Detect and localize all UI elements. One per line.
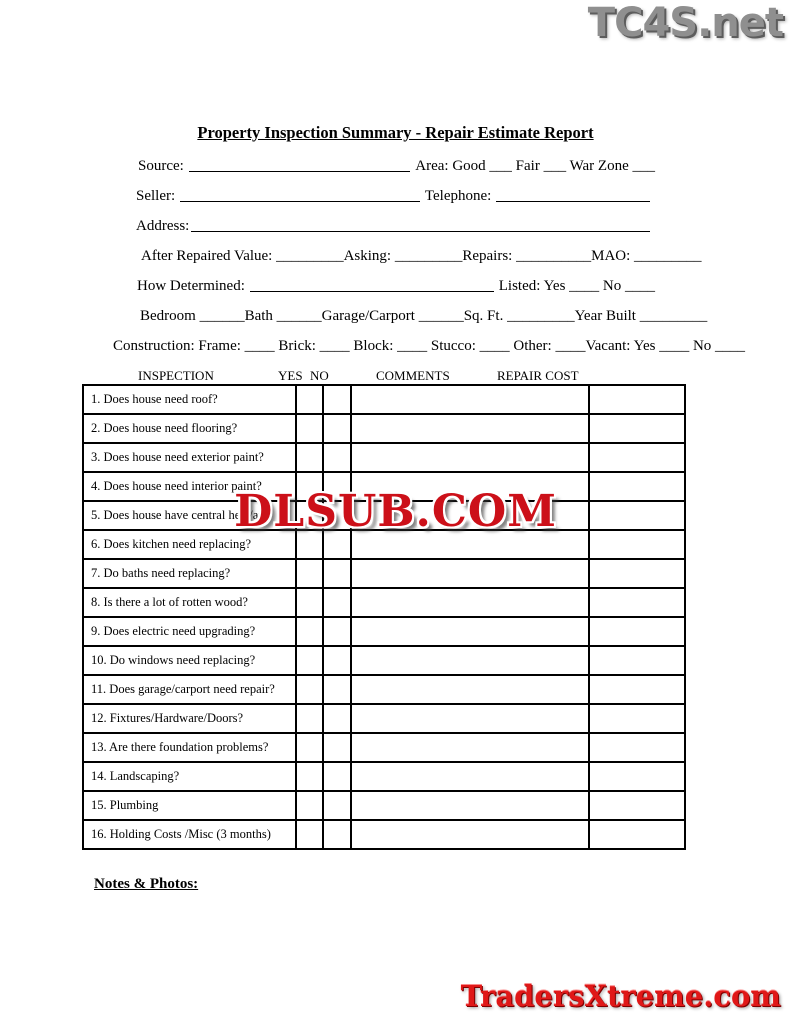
no-cell — [324, 676, 350, 703]
vacant-field: Vacant: Yes ____ No ____ — [585, 338, 746, 354]
header-repair-cost: REPAIR COST — [497, 368, 579, 383]
how-determined-blank — [250, 282, 494, 292]
bath-field: Bath ______ — [244, 308, 322, 324]
repair-cost-cell — [590, 560, 684, 587]
row-question: 8. Is there a lot of rotten wood? — [84, 589, 295, 616]
comments-cell — [352, 386, 588, 413]
repair-cost-cell — [590, 618, 684, 645]
row-question: 3. Does house need exterior paint? — [84, 444, 295, 471]
row-question: 13. Are there foundation problems? — [84, 734, 295, 761]
tc4s-logo: TC4S.net — [587, 0, 783, 46]
telephone-label: Telephone: — [424, 188, 492, 204]
comments-cell — [352, 589, 588, 616]
comments-cell — [352, 676, 588, 703]
yes-cell — [297, 386, 322, 413]
no-cell — [324, 792, 350, 819]
row-question: 14. Landscaping? — [84, 763, 295, 790]
yes-cell — [297, 734, 322, 761]
area-label: Area: Good ___ Fair ___ War Zone ___ — [415, 158, 655, 174]
row-question: 15. Plumbing — [84, 792, 295, 819]
year-built-field: Year Built _________ — [574, 308, 708, 324]
no-cell — [324, 415, 350, 442]
page-title: Property Inspection Summary - Repair Estimate Report — [197, 123, 594, 142]
no-cell — [324, 560, 350, 587]
repair-cost-cell — [590, 386, 684, 413]
header-inspection: INSPECTION — [138, 368, 214, 383]
no-cell — [324, 705, 350, 732]
comments-cell — [352, 647, 588, 674]
repair-cost-cell — [590, 589, 684, 616]
row-question: 1. Does house need roof? — [84, 386, 295, 413]
repair-cost-cell — [590, 705, 684, 732]
notes-photos-label: Notes & Photos: — [94, 876, 199, 892]
how-determined-label: How Determined: — [137, 278, 245, 294]
address-line — [136, 218, 655, 235]
repair-cost-cell — [590, 647, 684, 674]
repair-cost-cell — [590, 734, 684, 761]
header-comments: COMMENTS — [376, 368, 450, 383]
values-line — [141, 248, 702, 265]
address-label: Address: — [136, 218, 190, 234]
bedroom-field: Bedroom ______ — [140, 308, 245, 324]
repair-cost-cell — [590, 821, 684, 848]
telephone-blank — [496, 192, 650, 202]
no-cell — [324, 618, 350, 645]
row-question: 10. Do windows need replacing? — [84, 647, 295, 674]
dlsub-watermark: DLSUB.COM — [234, 486, 557, 537]
table-header-row — [82, 368, 686, 383]
row-question: 5. Does house have central heat/air? — [84, 502, 295, 529]
seller-line — [136, 188, 655, 205]
source-line — [138, 158, 655, 175]
no-cell — [324, 444, 350, 471]
yes-cell — [297, 792, 322, 819]
rooms-line — [140, 308, 708, 325]
inspection-table — [82, 384, 686, 850]
header-no: NO — [310, 368, 329, 383]
yes-cell — [297, 444, 322, 471]
yes-cell — [297, 618, 322, 645]
no-cell — [324, 386, 350, 413]
how-determined-line — [137, 278, 655, 295]
no-cell — [324, 589, 350, 616]
row-question: 16. Holding Costs /Misc (3 months) — [84, 821, 295, 848]
asking-field: Asking: _________ — [343, 248, 463, 264]
listed-field: Listed: Yes ____ No ____ — [498, 278, 655, 294]
sqft-field: Sq. Ft. _________ — [463, 308, 575, 324]
yes-cell — [297, 821, 322, 848]
repair-cost-cell — [590, 444, 684, 471]
no-cell — [324, 821, 350, 848]
construction-line — [113, 338, 746, 355]
row-question: 11. Does garage/carport need repair? — [84, 676, 295, 703]
yes-cell — [297, 705, 322, 732]
yes-cell — [297, 560, 322, 587]
seller-blank — [180, 192, 420, 202]
no-cell — [324, 734, 350, 761]
source-label: Source: — [138, 158, 184, 174]
repair-cost-cell — [590, 473, 684, 500]
row-question: 6. Does kitchen need replacing? — [84, 531, 295, 558]
comments-cell — [352, 734, 588, 761]
comments-cell — [352, 618, 588, 645]
repair-cost-cell — [590, 792, 684, 819]
row-question: 12. Fixtures/Hardware/Doors? — [84, 705, 295, 732]
row-question: 4. Does house need interior paint? — [84, 473, 295, 500]
repair-cost-cell — [590, 415, 684, 442]
yes-cell — [297, 676, 322, 703]
source-blank — [189, 162, 410, 172]
comments-cell — [352, 792, 588, 819]
comments-cell — [352, 560, 588, 587]
comments-cell — [352, 821, 588, 848]
no-cell — [324, 647, 350, 674]
yes-cell — [297, 589, 322, 616]
row-question: 2. Does house need flooring? — [84, 415, 295, 442]
repair-cost-cell — [590, 763, 684, 790]
arv-field: After Repaired Value: _________ — [141, 248, 344, 264]
yes-cell — [297, 763, 322, 790]
seller-label: Seller: — [136, 188, 176, 204]
comments-cell — [352, 763, 588, 790]
row-question: 7. Do baths need replacing? — [84, 560, 295, 587]
comments-cell — [352, 705, 588, 732]
construction-field: Construction: Frame: ____ Brick: ____ Block: ____ Stucco: ____ Other: ____ — [113, 338, 586, 354]
yes-cell — [297, 647, 322, 674]
yes-cell — [297, 415, 322, 442]
header-yes: YES — [278, 368, 303, 383]
repair-cost-cell — [590, 531, 684, 558]
no-cell — [324, 763, 350, 790]
repair-cost-cell — [590, 502, 684, 529]
address-blank — [191, 222, 650, 232]
repair-cost-cell — [590, 676, 684, 703]
mao-field: MAO: _________ — [591, 248, 702, 264]
garage-field: Garage/Carport ______ — [321, 308, 464, 324]
repairs-field: Repairs: __________ — [462, 248, 592, 264]
tradersxtreme-logo: TradersXtreme.com — [460, 979, 781, 1013]
comments-cell — [352, 444, 588, 471]
row-question: 9. Does electric need upgrading? — [84, 618, 295, 645]
comments-cell — [352, 415, 588, 442]
